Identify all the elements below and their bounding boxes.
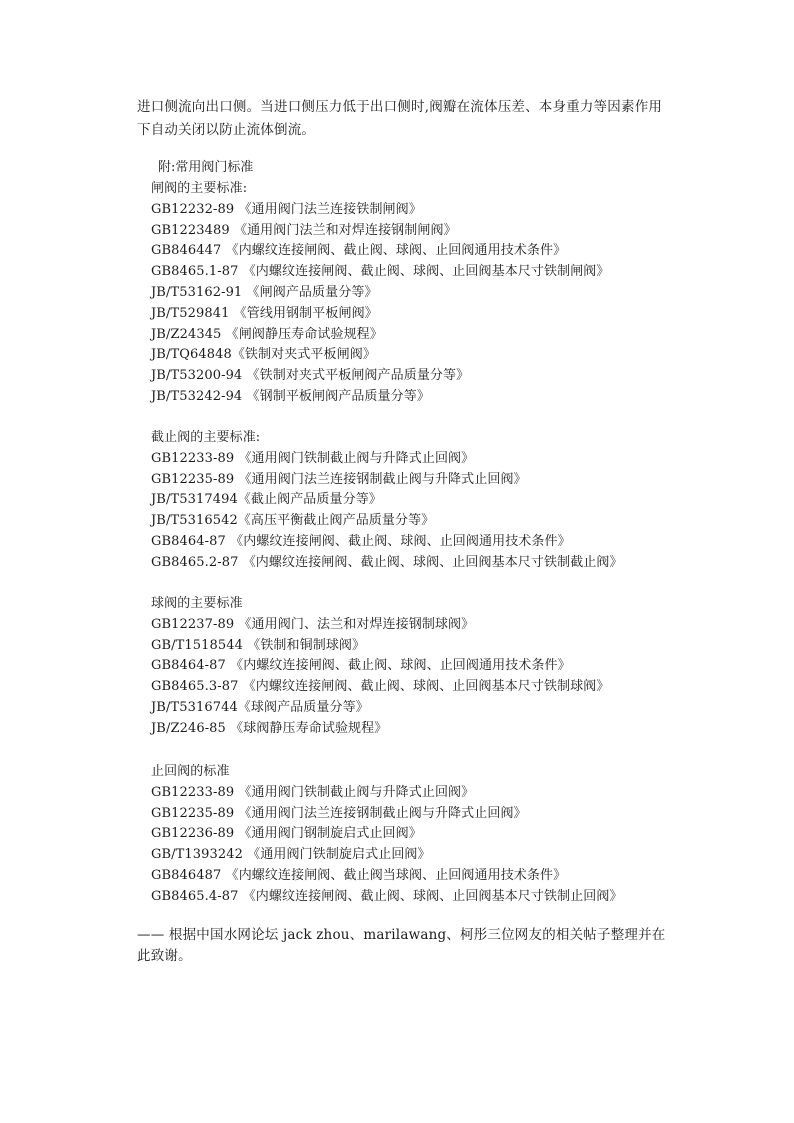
- gate-valve-heading: 闸阀的主要标准:: [151, 181, 248, 196]
- closing-paragraph: —— 根据中国水网论坛 jack zhou、marilawang、柯彤三位网友的相关帖子整理并在此致谢。: [137, 927, 666, 964]
- globe-valve-list: [151, 449, 623, 574]
- intro-paragraph: 进口侧流向出口侧。当进口侧压力低于出口侧时,阀瓣在流体压差、本身重力等因素作用下自动关闭以防止流体倒流。: [137, 99, 663, 138]
- standard-item: GB8465.3-87 《内螺纹连接闸阀、截止阀、球阀、止回阀基本尺寸铁制球阀》: [151, 679, 610, 695]
- standard-item: GB12233-89 《通用阀门铁制截止阀与升降式止回阀》: [151, 450, 475, 466]
- intro-section: [137, 96, 667, 142]
- standard-item: GB12233-89 《通用阀门铁制截止阀与升降式止回阀》: [151, 784, 475, 800]
- standard-item: GB12232-89 《通用阀门法兰连接铁制闸阀》: [151, 201, 422, 217]
- standard-item: GB12236-89 《通用阀门钢制旋启式止回阀》: [151, 826, 422, 842]
- appendix-title: 附:常用阀门标准: [158, 160, 254, 175]
- check-valve-list: [151, 783, 623, 908]
- standard-item: GB8465.1-87 《内螺纹连接闸阀、截止阀、球阀、止回阀基本尺寸铁制闸阀》: [151, 264, 610, 280]
- standard-item: JB/T5317494《截止阀产品质量分等》: [151, 492, 382, 508]
- closing-section: [137, 925, 667, 967]
- standard-item: JB/T529841 《管线用钢制平板闸阀》: [151, 305, 378, 321]
- ball-valve-list: [151, 615, 610, 740]
- standard-item: GB8464-87 《内螺纹连接闸阀、截止阀、球阀、止回阀通用技术条件》: [151, 658, 571, 674]
- standard-item: GB846447 《内螺纹连接闸阀、截止阀、球阀、止回阀通用技术条件》: [151, 243, 567, 259]
- gate-valve-standards-section: [151, 179, 610, 408]
- standard-item: GB/T1518544 《铁制和铜制球阀》: [151, 637, 366, 653]
- standard-item: JB/Z24345 《闸阀静压寿命试验规程》: [151, 326, 383, 342]
- check-valve-standards-section: [151, 762, 623, 908]
- gate-valve-list: [151, 200, 610, 408]
- standard-item: GB8465.4-87 《内螺纹连接闸阀、截止阀、球阀、止回阀基本尺寸铁制止回阀》: [151, 888, 623, 904]
- standard-item: GB1223489 《通用阀门法兰和对焊连接钢制闸阀》: [151, 222, 457, 238]
- standard-item: GB12237-89 《通用阀门、法兰和对焊连接钢制球阀》: [151, 616, 475, 632]
- standard-item: JB/T5316542《高压平衡截止阀产品质量分等》: [151, 513, 435, 529]
- standard-item: GB12235-89 《通用阀门法兰连接钢制截止阀与升降式止回阀》: [151, 471, 527, 487]
- standard-item: GB846487 《内螺纹连接闸阀、截止阀当球阀、止回阀通用技术条件》: [151, 867, 567, 883]
- ball-valve-standards-section: [151, 594, 610, 740]
- standard-item: GB8465.2-87 《内螺纹连接闸阀、截止阀、球阀、止回阀基本尺寸铁制截止阀》: [151, 554, 623, 570]
- standard-item: JB/T53200-94 《铁制对夹式平板闸阀产品质量分等》: [151, 368, 470, 384]
- globe-valve-heading: 截止阀的主要标准:: [151, 430, 261, 445]
- standard-item: JB/T53162-91 《闸阀产品质量分等》: [151, 284, 378, 300]
- standard-item: JB/TQ64848《铁制对夹式平板闸阀》: [151, 347, 376, 363]
- standard-item: JB/T53242-94 《钢制平板闸阀产品质量分等》: [151, 388, 430, 404]
- standard-item: JB/Z246-85 《球阀静压寿命试验规程》: [151, 720, 388, 736]
- check-valve-heading: 止回阀的标准: [151, 764, 230, 779]
- standard-item: GB8464-87 《内螺纹连接闸阀、截止阀、球阀、止回阀通用技术条件》: [151, 533, 571, 549]
- globe-valve-standards-section: [151, 428, 623, 574]
- standard-item: JB/T5316744《球阀产品质量分等》: [151, 699, 369, 715]
- ball-valve-heading: 球阀的主要标准: [151, 596, 243, 611]
- standard-item: GB12235-89 《通用阀门法兰连接钢制截止阀与升降式止回阀》: [151, 805, 527, 821]
- standard-item: GB/T1393242 《通用阀门铁制旋启式止回阀》: [151, 847, 431, 863]
